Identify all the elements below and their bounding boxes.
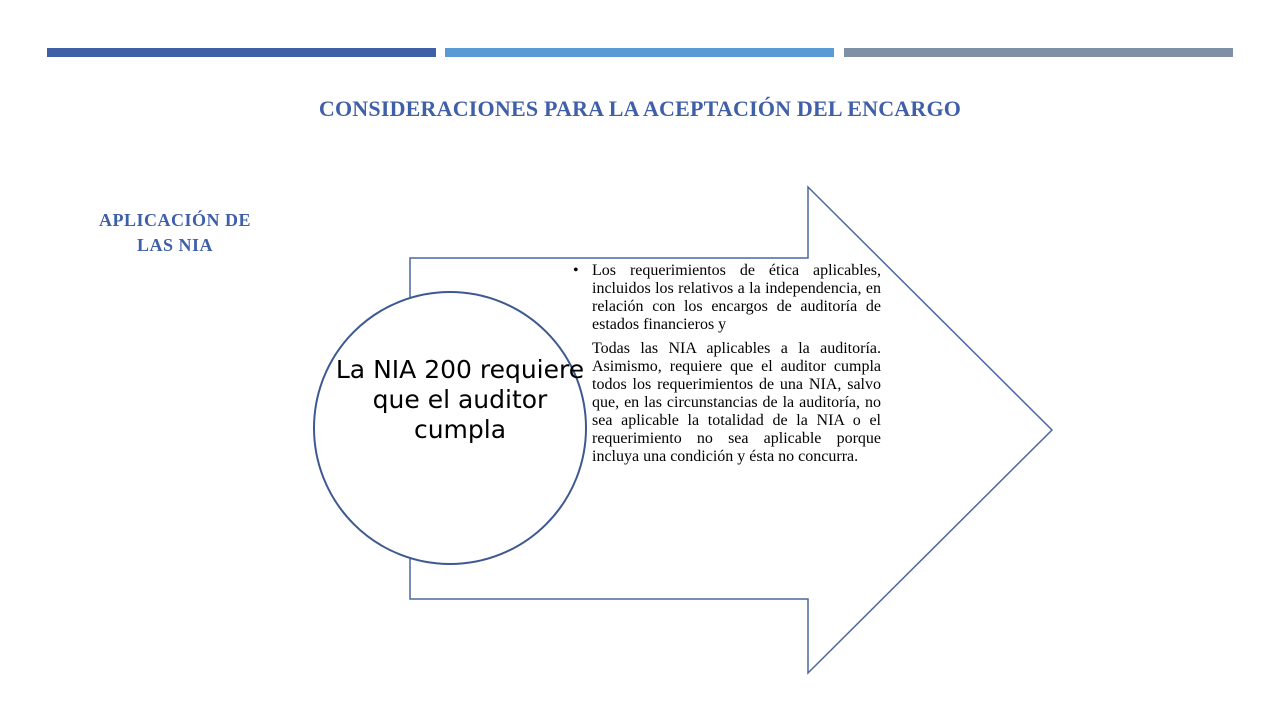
slide-title: CONSIDERACIONES PARA LA ACEPTACIÓN DEL ENCARGO: [318, 96, 962, 121]
list-item-text: Los requerimientos de ética aplicables, incluidos los relativos a la independencia, en relación con los encargos de auditoría de estados financieros y: [592, 262, 881, 333]
requirements-list: [573, 262, 881, 466]
list-item-text: Todas las NIA aplicables a la auditoría. Asimismo, requiere que el auditor cumpla todos los requerimientos de una NIA, salvo que, en las circunstancias de la auditoría, no sea aplicable la totalidad de la NIA o el requerimiento no sea aplicable porque incluya una condición y ésta no concurra.: [592, 340, 881, 465]
subtitle-line-1: APLICACIÓN DE: [98, 210, 251, 230]
list-item: [573, 340, 881, 466]
list-item: [573, 262, 881, 334]
circle-label: La NIA 200 requiere que el auditor cumpla: [335, 355, 585, 444]
subtitle-line-2: LAS NIA: [136, 235, 214, 255]
bullet-icon: •: [573, 262, 579, 279]
